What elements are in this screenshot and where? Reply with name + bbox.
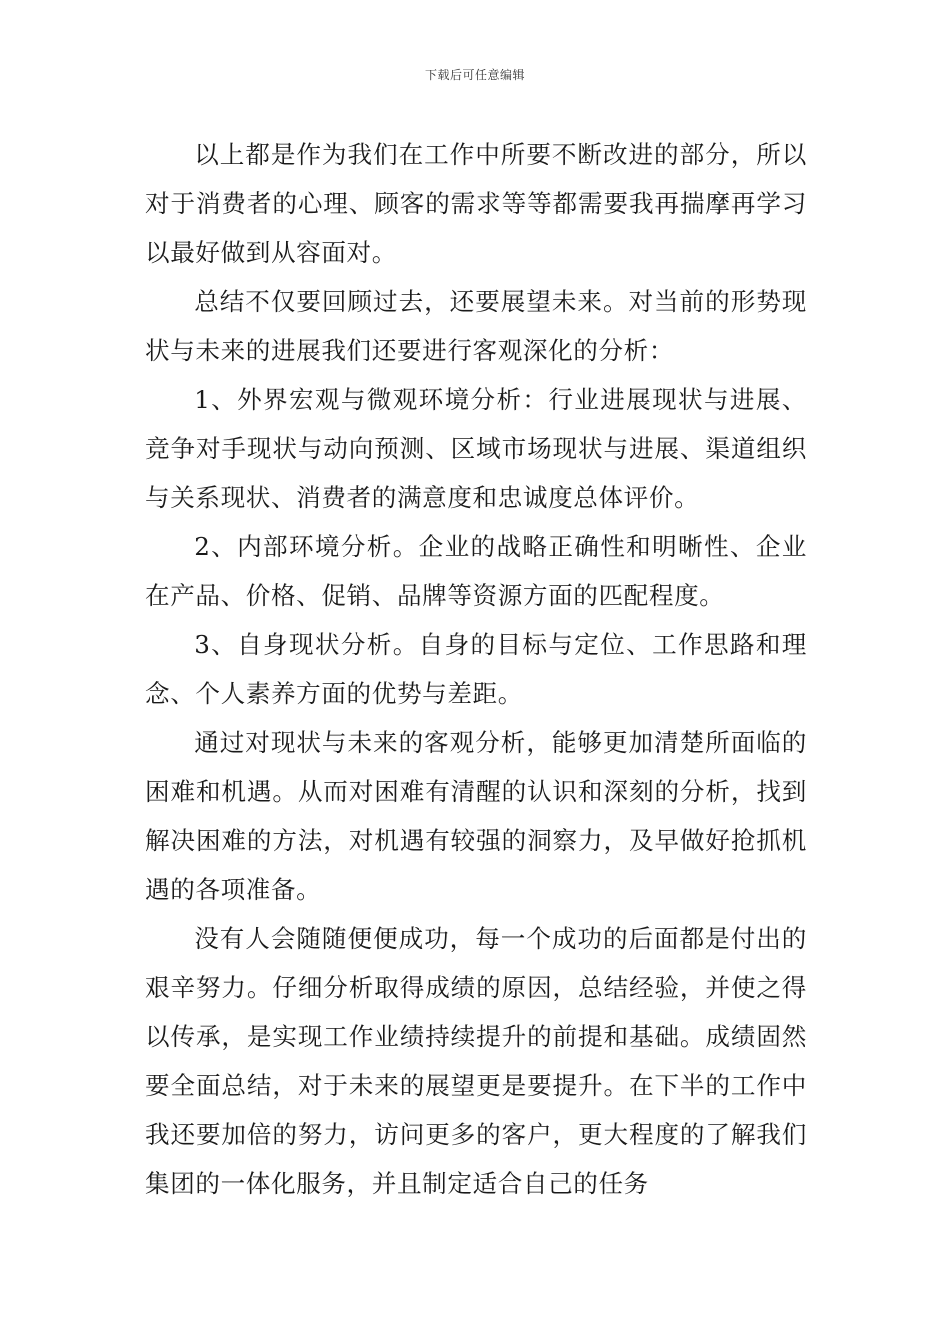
- paragraph: 总结不仅要回顾过去，还要展望未来。对当前的形势现状与未来的进展我们还要进行客观深化的分析：: [145, 287, 807, 365]
- paragraph: 没有人会随随便便成功，每一个成功的后面都是付出的艰辛努力。仔细分析取得成绩的原因，总结经验，并使之得以传承，是实现工作业绩持续提升的前提和基础。成绩固然要全面总结，对于未来的展望更是要提升。在下半的工作中我还要加倍的努力，访问更多的客户，更大程度的了解我们集团的一体化服务，并且制定适合自己的任务: [145, 924, 807, 1198]
- document-body: [145, 130, 807, 1208]
- paragraph: 2、内部环境分析。企业的战略正确性和明晰性、企业在产品、价格、促销、品牌等资源方面的匹配程度。: [145, 532, 807, 610]
- header-note: 下载后可任意编辑: [424, 68, 525, 82]
- paragraph: 以上都是作为我们在工作中所要不断改进的部分，所以对于消费者的心理、顾客的需求等等都需要我再揣摩再学习以最好做到从容面对。: [145, 140, 807, 267]
- paragraph: 1、外界宏观与微观环境分析：行业进展现状与进展、竞争对手现状与动向预测、区域市场现状与进展、渠道组织与关系现状、消费者的满意度和忠诚度总体评价。: [145, 385, 807, 512]
- paragraph: 3、自身现状分析。自身的目标与定位、工作思路和理念、个人素养方面的优势与差距。: [145, 630, 807, 708]
- paragraph: 通过对现状与未来的客观分析，能够更加清楚所面临的困难和机遇。从而对困难有清醒的认识和深刻的分析，找到解决困难的方法，对机遇有较强的洞察力，及早做好抢抓机遇的各项准备。: [145, 728, 807, 904]
